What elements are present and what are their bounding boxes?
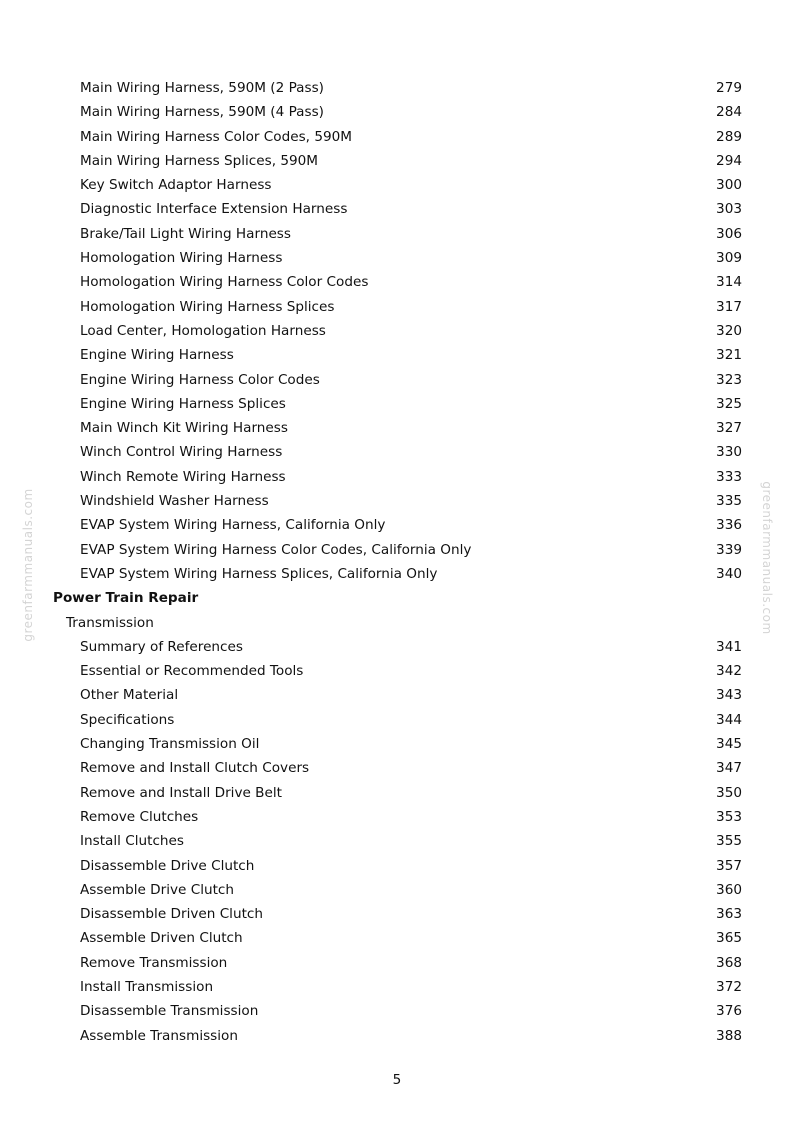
toc-entry <box>0 999 794 1023</box>
toc-entry-title: Assemble Driven Clutch <box>80 930 243 947</box>
toc-entry-title: Engine Wiring Harness <box>80 347 234 364</box>
toc-entry <box>0 854 794 878</box>
toc-entry-page: 339 <box>716 541 742 558</box>
toc-entry-page: 344 <box>716 711 742 728</box>
toc-entry <box>0 513 794 537</box>
toc-entry <box>0 100 794 124</box>
toc-entry <box>0 416 794 440</box>
toc-entry <box>0 902 794 926</box>
toc-entry-page: 320 <box>716 322 742 339</box>
toc-entry-page: 289 <box>716 128 742 145</box>
table-of-contents <box>0 76 794 1048</box>
toc-entry <box>0 295 794 319</box>
toc-chapter-heading <box>0 586 794 610</box>
toc-entry <box>0 562 794 586</box>
toc-section-heading <box>0 611 794 635</box>
toc-entry <box>0 878 794 902</box>
toc-entry <box>0 926 794 950</box>
toc-entry-title: Specifications <box>80 711 175 728</box>
toc-entry <box>0 270 794 294</box>
toc-entry-title: EVAP System Wiring Harness Color Codes, California Only <box>80 541 472 558</box>
toc-entry <box>0 222 794 246</box>
toc-entry <box>0 149 794 173</box>
toc-entry-page: 336 <box>716 517 742 534</box>
toc-entry-page: 376 <box>716 1003 742 1020</box>
toc-entry-title: Homologation Wiring Harness Splices <box>80 298 335 315</box>
toc-entry-page: 350 <box>716 784 742 801</box>
toc-entry-title: Main Winch Kit Wiring Harness <box>80 420 288 437</box>
toc-entry-title: Key Switch Adaptor Harness <box>80 177 272 194</box>
toc-entry-page: 330 <box>716 444 742 461</box>
toc-entry-title: Main Wiring Harness, 590M (2 Pass) <box>80 80 324 96</box>
toc-entry-title: Install Clutches <box>80 833 184 850</box>
toc-entry <box>0 829 794 853</box>
toc-entry <box>0 368 794 392</box>
toc-entry <box>0 197 794 221</box>
toc-entry <box>0 125 794 149</box>
toc-entry-page: 363 <box>716 906 742 923</box>
toc-entry-page: 325 <box>716 395 742 412</box>
toc-entry-title: Summary of References <box>80 638 243 655</box>
toc-entry <box>0 805 794 829</box>
toc-entry-title: Other Material <box>80 687 179 704</box>
toc-entry-title: Remove Clutches <box>80 808 199 825</box>
toc-entry <box>0 440 794 464</box>
toc-entry-title: EVAP System Wiring Harness Splices, California Only <box>80 565 438 582</box>
toc-entry-page: 306 <box>716 225 742 242</box>
toc-entry <box>0 659 794 683</box>
toc-entry-title: Disassemble Driven Clutch <box>80 906 263 923</box>
toc-entry-title: Remove and Install Clutch Covers <box>80 760 310 777</box>
toc-entry-title: Install Transmission <box>80 978 214 995</box>
toc-entry-page: 300 <box>716 177 742 194</box>
toc-entry-page: 357 <box>716 857 742 874</box>
toc-entry-title: Disassemble Transmission <box>80 1003 259 1020</box>
toc-entry-title: Engine Wiring Harness Color Codes <box>80 371 320 388</box>
toc-entry-title: Windshield Washer Harness <box>80 493 269 510</box>
toc-entry <box>0 975 794 999</box>
toc-entry <box>0 683 794 707</box>
toc-entry-title: Engine Wiring Harness Splices <box>80 395 286 412</box>
toc-entry-title: Diagnostic Interface Extension Harness <box>80 201 348 218</box>
toc-entry-page: 309 <box>716 250 742 267</box>
toc-entry-page: 340 <box>716 565 742 582</box>
toc-entry <box>0 246 794 270</box>
toc-entry <box>0 732 794 756</box>
toc-entry-page: 388 <box>716 1027 742 1044</box>
toc-entry-title: Assemble Drive Clutch <box>80 881 235 898</box>
toc-entry-page: 341 <box>716 638 742 655</box>
toc-entry-title: Changing Transmission Oil <box>80 736 260 753</box>
toc-entry <box>0 635 794 659</box>
page-number: 5 <box>392 1072 402 1088</box>
toc-entry-title: Homologation Wiring Harness Color Codes <box>80 274 369 291</box>
toc-entry <box>0 708 794 732</box>
toc-entry-page: 303 <box>716 201 742 218</box>
toc-entry-page: 343 <box>716 687 742 704</box>
toc-entry-title: Remove Transmission <box>80 954 228 971</box>
toc-entry-page: 321 <box>716 347 742 364</box>
toc-entry <box>0 173 794 197</box>
toc-entry-page: 347 <box>716 760 742 777</box>
toc-entry <box>0 392 794 416</box>
toc-entry-page: 353 <box>716 808 742 825</box>
watermark-right: greenfarmmanuals.com <box>760 481 774 635</box>
toc-entry-title: Transmission <box>66 614 154 631</box>
toc-entry-page: 342 <box>716 663 742 680</box>
toc-entry-page: 355 <box>716 833 742 850</box>
toc-entry <box>0 489 794 513</box>
toc-entry-page: 372 <box>716 978 742 995</box>
toc-entry-title: EVAP System Wiring Harness, California Only <box>80 517 386 534</box>
toc-entry <box>0 319 794 343</box>
toc-entry-title: Essential or Recommended Tools <box>80 663 304 680</box>
toc-entry-page: 327 <box>716 420 742 437</box>
toc-entry-page: 284 <box>716 104 742 121</box>
toc-entry <box>0 465 794 489</box>
toc-entry-title: Main Wiring Harness Splices, 590M <box>80 152 319 169</box>
toc-entry-page: 365 <box>716 930 742 947</box>
toc-entry <box>0 343 794 367</box>
toc-entry-title: Main Wiring Harness, 590M (4 Pass) <box>80 104 324 121</box>
toc-entry-page: 333 <box>716 468 742 485</box>
toc-entry-title: Power Train Repair <box>53 590 199 607</box>
toc-entry-page: 314 <box>716 274 742 291</box>
toc-entry <box>0 76 794 100</box>
toc-entry <box>0 781 794 805</box>
toc-entry-title: Assemble Transmission <box>80 1027 238 1044</box>
watermark-left: greenfarmmanuals.com <box>21 488 35 642</box>
toc-entry-title: Disassemble Drive Clutch <box>80 857 255 874</box>
toc-entry-page: 368 <box>716 954 742 971</box>
toc-entry-page: 345 <box>716 736 742 753</box>
toc-entry <box>0 1024 794 1048</box>
toc-entry <box>0 951 794 975</box>
toc-entry <box>0 756 794 780</box>
toc-entry-page: 294 <box>716 152 742 169</box>
toc-entry-title: Remove and Install Drive Belt <box>80 784 282 801</box>
toc-entry-title: Winch Remote Wiring Harness <box>80 468 286 485</box>
toc-entry-title: Homologation Wiring Harness <box>80 250 283 267</box>
toc-entry-page: 323 <box>716 371 742 388</box>
toc-entry-page: 360 <box>716 881 742 898</box>
toc-entry-page: 279 <box>716 80 742 96</box>
toc-entry-page: 317 <box>716 298 742 315</box>
toc-entry-page: 335 <box>716 493 742 510</box>
toc-entry-title: Brake/Tail Light Wiring Harness <box>80 225 291 242</box>
toc-entry-title: Load Center, Homologation Harness <box>80 322 326 339</box>
toc-entry-title: Main Wiring Harness Color Codes, 590M <box>80 128 353 145</box>
toc-entry-title: Winch Control Wiring Harness <box>80 444 283 461</box>
toc-entry <box>0 538 794 562</box>
